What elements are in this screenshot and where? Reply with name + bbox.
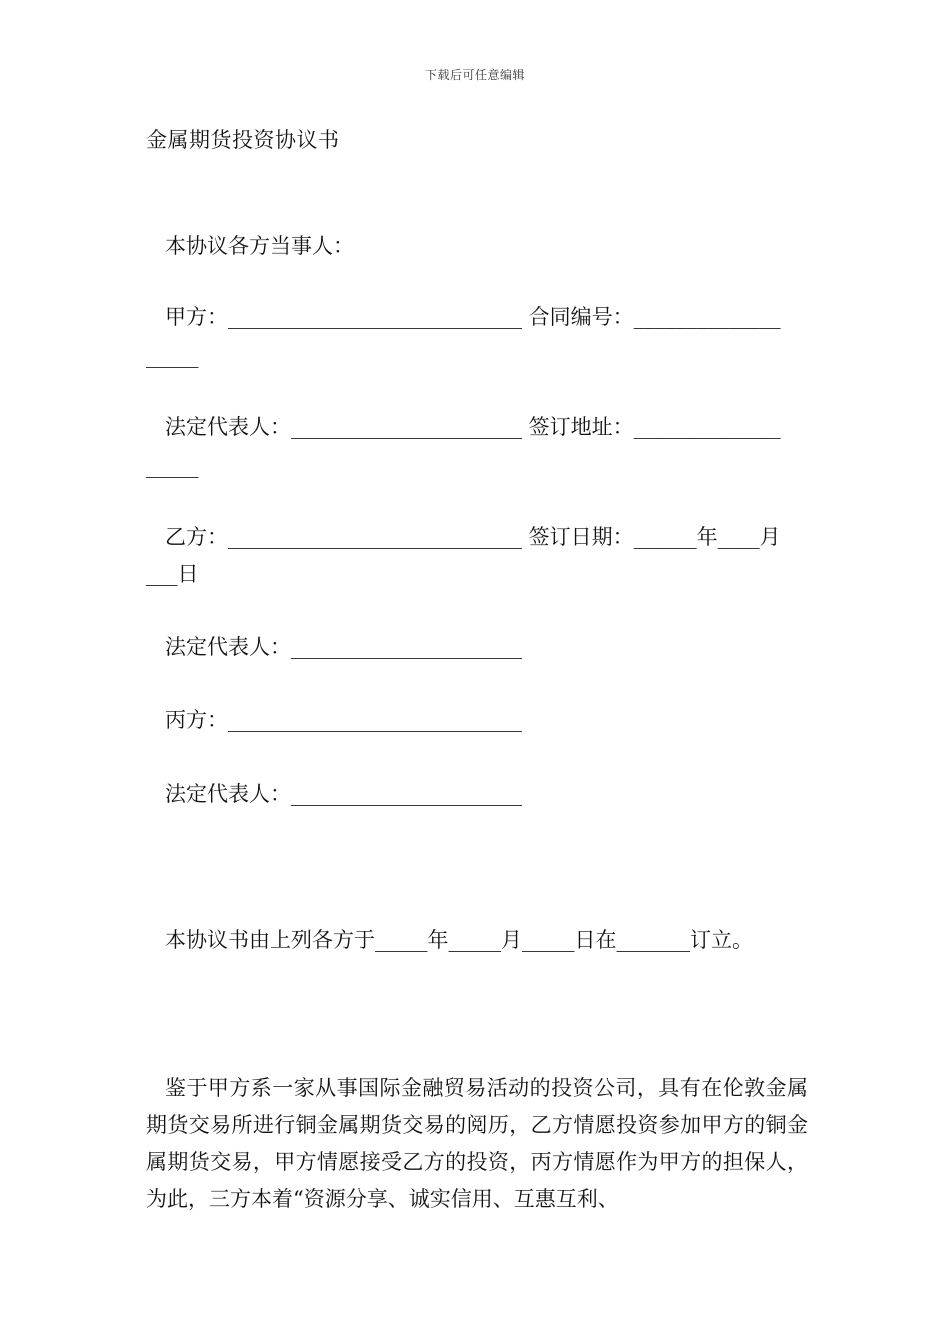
party-a-representative-line: 法定代表人：______________________ 签订地址：______________ (165, 415, 781, 439)
party-b-representative-line: 法定代表人：______________________ (165, 635, 522, 659)
party-a-line-continued: _____ (146, 344, 199, 368)
party-b-line-continued: ___日 (146, 562, 199, 586)
party-b-line: 乙方：____________________________ 签订日期：______年____月 (165, 525, 781, 549)
document-title: 金属期货投资协议书 (146, 128, 340, 152)
recital-paragraph: 鉴于甲方系一家从事国际金融贸易活动的投资公司，具有在伦敦金属期货交易所进行铜金属期货交易的阅历，乙方情愿投资参加甲方的铜金属期货交易，甲方情愿接受乙方的投资，丙方情愿作为甲方的担保人，为此，三方本着“资源分享、诚实信用、互惠互利、 (146, 1076, 808, 1211)
signing-statement: 本协议书由上列各方于_____年_____月_____日在_______订立。 (165, 928, 753, 952)
party-c-representative-line: 法定代表人：______________________ (165, 782, 522, 806)
header-note: 下载后可任意编辑 (424, 68, 525, 82)
parties-intro: 本协议各方当事人： (165, 234, 354, 258)
party-c-line: 丙方：____________________________ (165, 708, 522, 732)
party-a-representative-line-continued: _____ (146, 454, 199, 478)
party-a-line: 甲方：____________________________ 合同编号：______________ (165, 305, 781, 329)
